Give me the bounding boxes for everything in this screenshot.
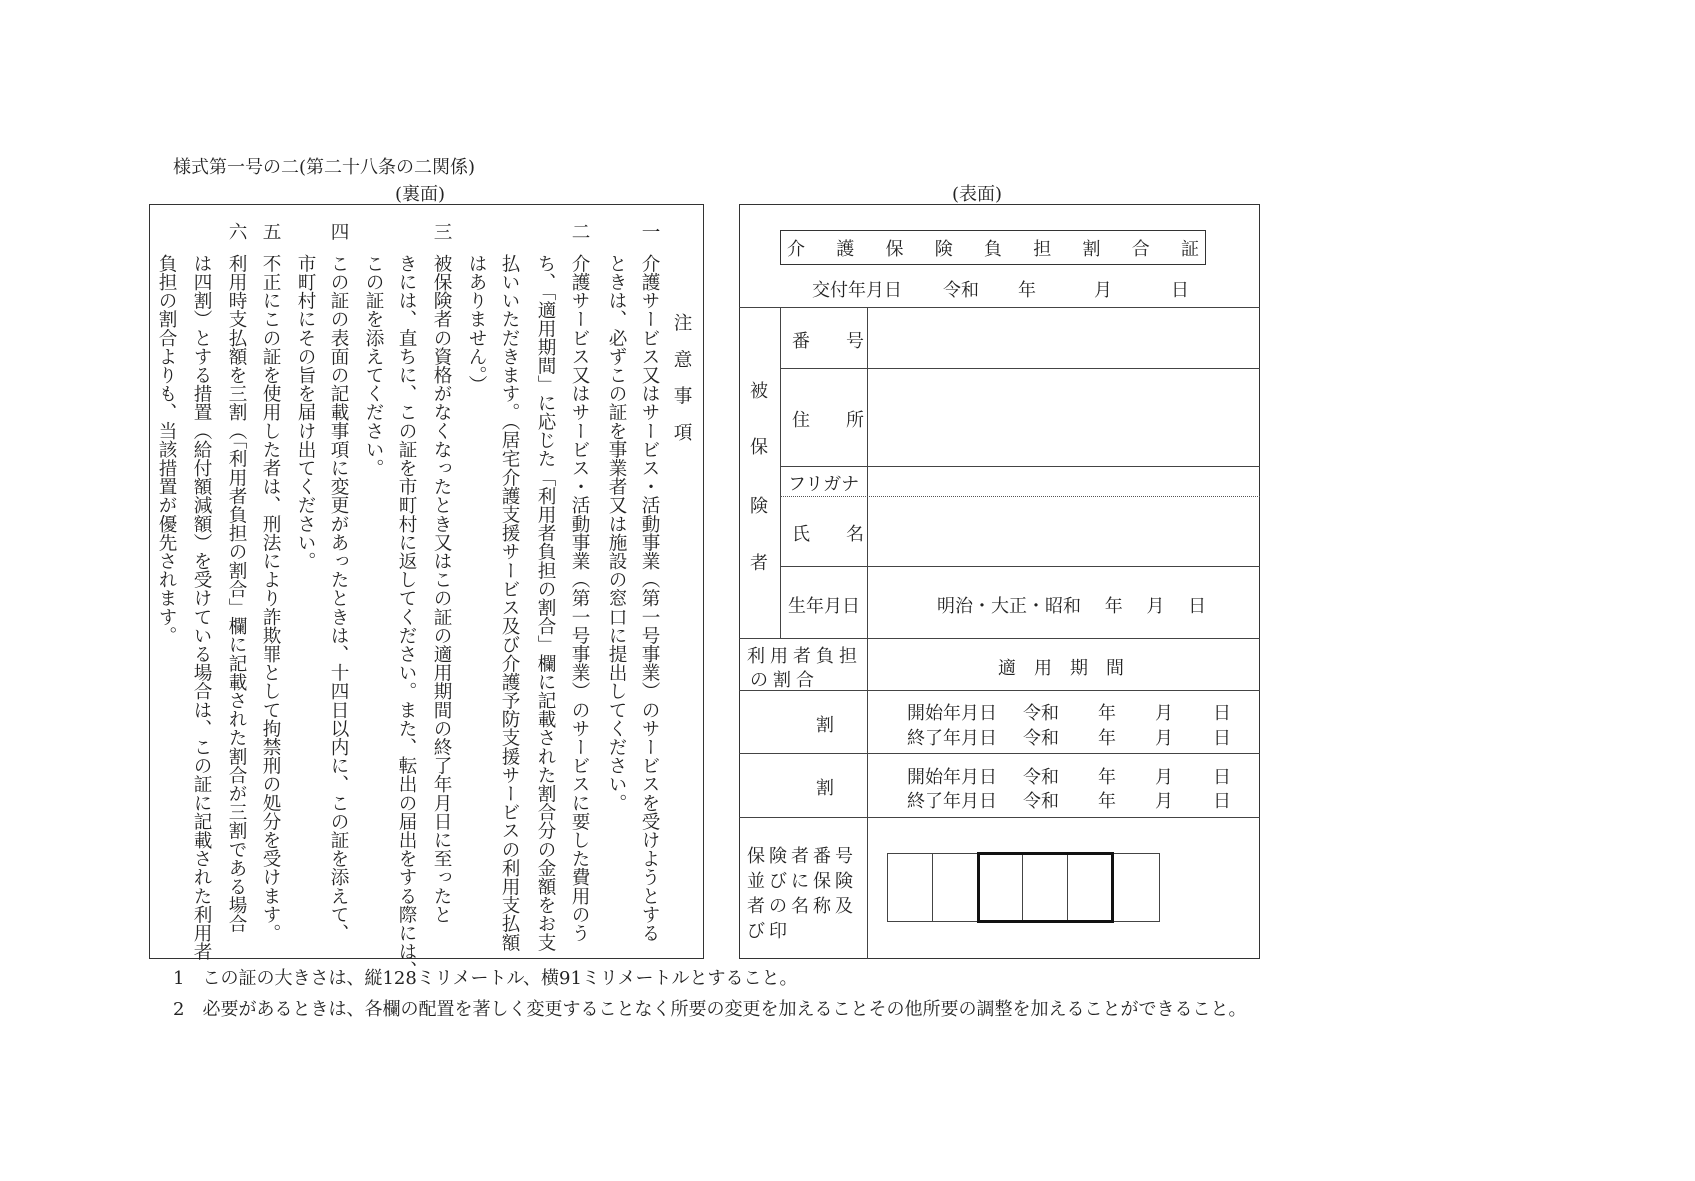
note-line: 払いいただきます。（居宅介護支援サービス及び介護予防支援サービスの利用支払額 xyxy=(499,254,520,952)
start-label: 開始年月日 xyxy=(907,767,997,788)
insured-char: 保 xyxy=(750,437,768,458)
number-label: 番 号 xyxy=(792,331,864,352)
era: 令和 xyxy=(1023,703,1059,724)
month: 月 xyxy=(1155,728,1173,749)
insurer-label-line: 者の名称及 xyxy=(747,896,857,917)
note-line: 不正にこの証を使用した者は、刑法により詐欺罪として拘禁刑の処分を受けます。 xyxy=(260,254,281,943)
divider xyxy=(780,566,1260,567)
back-heading: (裏面) xyxy=(395,184,446,205)
note-line: 市町村にその旨を届け出てください。 xyxy=(295,254,316,571)
month: 月 xyxy=(1155,703,1173,724)
divider xyxy=(739,817,1260,818)
insurer-label-line: 保険者番号 xyxy=(747,846,857,867)
period-header: 適 用 期 間 xyxy=(998,658,1124,679)
notes-title: 注意事項 xyxy=(671,313,692,460)
note-line: この証を添えてください。 xyxy=(363,254,384,478)
note-line: 介護サービス又はサービス・活動事業（第一号事業）のサービスを受けようとする xyxy=(639,254,660,943)
address-field[interactable] xyxy=(870,370,1258,464)
ratio-unit: 割 xyxy=(816,778,834,799)
front-heading: (表面) xyxy=(952,184,1003,205)
title-char: 護 xyxy=(836,238,855,260)
divider xyxy=(780,466,1260,467)
card-title xyxy=(780,230,1206,265)
issue-date-label: 交付年月日 xyxy=(812,280,902,301)
birth-label: 生年月日 xyxy=(788,596,860,617)
note-line: 利用時支払額を三割（「利用者負担の割合」欄に記載された割合が三割である場合 xyxy=(226,254,247,933)
title-char: 保 xyxy=(885,238,904,260)
title-char: 担 xyxy=(1033,238,1052,260)
divider xyxy=(739,753,1260,754)
issue-date-year: 年 xyxy=(1018,280,1036,301)
issue-date-era: 令和 xyxy=(943,280,979,301)
birth-value: 明治・大正・昭和 年 月 日 xyxy=(937,596,1207,617)
era: 令和 xyxy=(1023,728,1059,749)
note-number: 六 xyxy=(226,222,247,241)
month: 月 xyxy=(1155,767,1173,788)
note-line: 被保険者の資格がなくなったとき又はこの証の適用期間の終了年月日に至ったと xyxy=(431,254,452,924)
era: 令和 xyxy=(1023,767,1059,788)
note-number: 二 xyxy=(569,222,590,241)
year: 年 xyxy=(1098,791,1116,812)
end-label: 終了年月日 xyxy=(907,728,997,749)
title-char: 証 xyxy=(1181,238,1199,260)
note-line: は四割）とする措置（給付額減額）を受けている場合は、この証に記載された利用者 xyxy=(191,254,212,961)
title-char: 介 xyxy=(787,238,805,260)
name-field[interactable] xyxy=(870,498,1258,564)
note-number: 四 xyxy=(328,222,349,241)
insured-char: 被 xyxy=(750,381,768,402)
divider xyxy=(780,307,781,638)
end-label: 終了年月日 xyxy=(907,791,997,812)
era: 令和 xyxy=(1023,791,1059,812)
note-line: ち、「適用期間」に応じた「利用者負担の割合」欄に記載された割合分の金額をお支 xyxy=(535,254,556,952)
note-line: はありません。） xyxy=(466,254,487,394)
furigana-label: フリガナ xyxy=(788,474,860,495)
insurer-digit-box[interactable] xyxy=(887,853,933,922)
issue-date-day: 日 xyxy=(1171,280,1189,301)
address-label: 住 所 xyxy=(792,410,864,431)
note-line: 介護サービス又はサービス・活動事業（第一号事業）のサービスに要した費用のう xyxy=(569,254,590,943)
number-field[interactable] xyxy=(870,310,1258,366)
note-number: 三 xyxy=(431,222,452,241)
year: 年 xyxy=(1098,728,1116,749)
insurer-digit-highlight xyxy=(977,852,1114,923)
title-char: 合 xyxy=(1131,238,1150,260)
day: 日 xyxy=(1213,791,1231,812)
start-label: 開始年月日 xyxy=(907,703,997,724)
divider xyxy=(739,638,1260,639)
note-number: 一 xyxy=(639,222,660,241)
insurer-label-line: 並びに保険 xyxy=(747,871,857,892)
note-number: 五 xyxy=(260,222,281,241)
title-char: 険 xyxy=(934,238,953,260)
month: 月 xyxy=(1155,791,1173,812)
day: 日 xyxy=(1213,728,1231,749)
divider xyxy=(780,368,1260,369)
issue-date-month: 月 xyxy=(1094,280,1112,301)
title-char: 負 xyxy=(984,238,1002,260)
note-line: 負担の割合よりも、当該措置が優先されます。 xyxy=(156,254,177,645)
ratio-label-2: の割合 xyxy=(750,670,819,691)
insurer-digit-box[interactable] xyxy=(932,853,978,922)
day: 日 xyxy=(1213,767,1231,788)
note-line: ときは、必ずこの証を事業者又は施設の窓口に提出してください。 xyxy=(606,254,627,812)
footnote-1: 1 この証の大きさは、縦128ミリメートル、横91ミリメートルとすること。 xyxy=(173,968,798,989)
dotted-divider xyxy=(780,496,1260,497)
note-line: この証の表面の記載事項に変更があったときは、十四日以内に、この証を添えて、 xyxy=(328,254,349,943)
name-label: 氏 名 xyxy=(792,524,864,545)
insured-char: 険 xyxy=(750,496,768,517)
footnote-2: 2 必要があるときは、各欄の配置を著しく変更することなく所要の変更を加えることその他所要の調整を加えることができること。 xyxy=(173,999,1247,1020)
title-char: 割 xyxy=(1082,238,1101,260)
year: 年 xyxy=(1098,703,1116,724)
ratio-unit: 割 xyxy=(816,715,834,736)
divider xyxy=(867,307,868,959)
day: 日 xyxy=(1213,703,1231,724)
divider xyxy=(739,307,1260,308)
year: 年 xyxy=(1098,767,1116,788)
insurer-digit-box[interactable] xyxy=(1113,853,1160,922)
ratio-label-1: 利用者負担 xyxy=(747,646,862,667)
insurer-label-line: び印 xyxy=(747,921,791,942)
furigana-field[interactable] xyxy=(870,468,1258,494)
note-line: きには、直ちに、この証を市町村に返してください。また、転出の届出をする際には、 xyxy=(396,254,417,980)
insured-char: 者 xyxy=(750,553,768,574)
form-title: 様式第一号の二(第二十八条の二関係) xyxy=(173,157,476,178)
